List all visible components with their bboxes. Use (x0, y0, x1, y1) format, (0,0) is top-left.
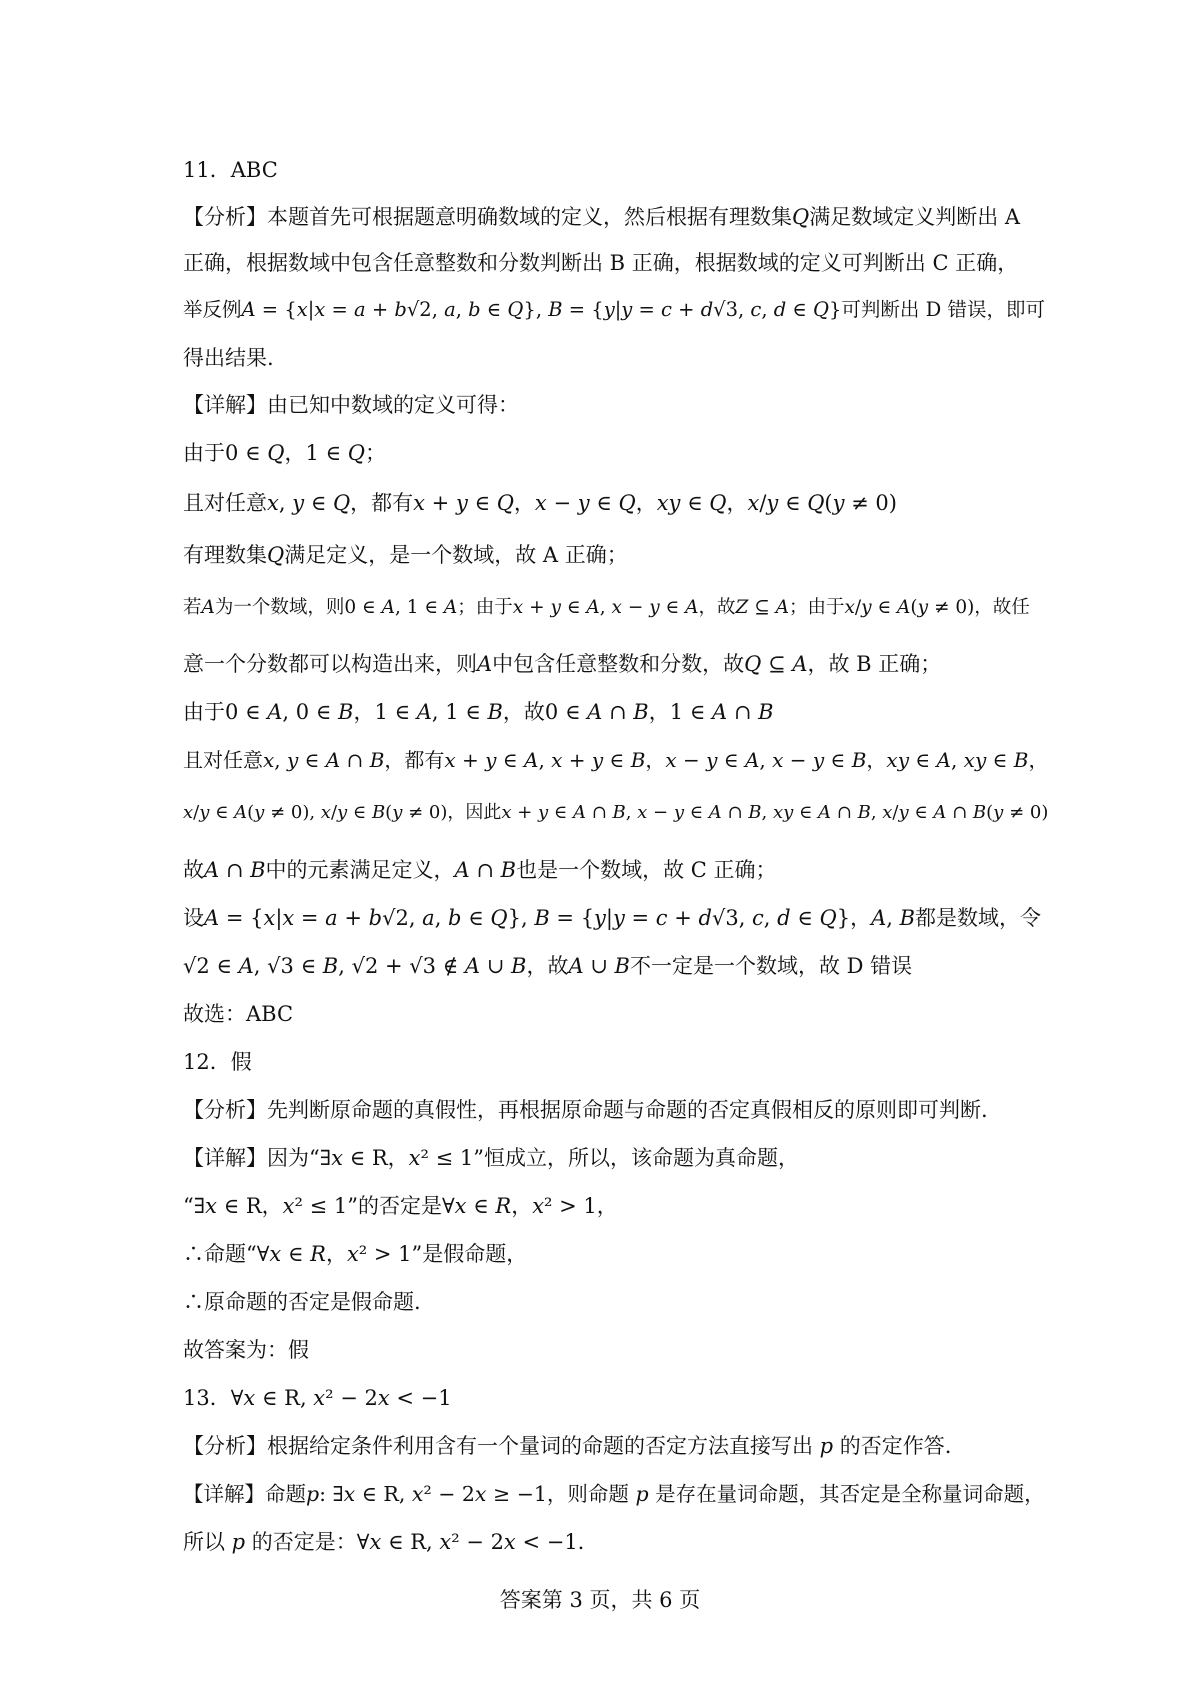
analysis-text: 举反例𝐴 = {𝑥|𝑥 = 𝑎 + 𝑏√2, 𝑎, 𝑏 ∈ 𝑄}, 𝐵 = {𝑦|𝑦 = 𝑐 + 𝑑√3, 𝑐, 𝑑 ∈ 𝑄}可判断出 D 错误，即可 (183, 298, 1045, 321)
detail-text: 故𝐴 ∩ 𝐵中的元素满足定义，𝐴 ∩ 𝐵也是一个数域，故 C 正确； (183, 858, 777, 882)
detail-text: ∴原命题的否定是假命题. (183, 1290, 421, 1314)
answer-heading-11: 11．ABC (183, 158, 278, 182)
detail-text: 若𝐴为一个数域，则0 ∈ 𝐴, 1 ∈ 𝐴；由于𝑥 + 𝑦 ∈ 𝐴, 𝑥 − 𝑦 ∈ 𝐴，故𝑍 ⊆ 𝐴；由于𝑥/𝑦 ∈ 𝐴(𝑦 ≠ 0)，故任 (183, 597, 1030, 618)
detail-text: 且对任意𝑥, 𝑦 ∈ 𝑄，都有𝑥 + 𝑦 ∈ 𝑄，𝑥 − 𝑦 ∈ 𝑄，𝑥𝑦 ∈ 𝑄，𝑥/𝑦 ∈ 𝑄(𝑦 ≠ 0) (183, 491, 897, 515)
detail-text: 有理数集𝑄满足定义，是一个数域，故 A 正确； (183, 543, 628, 567)
detail-text: 【详解】由已知中数域的定义可得： (183, 393, 519, 417)
answer-conclusion: 故选：ABC (183, 1002, 294, 1026)
analysis-text: 【分析】先判断原命题的真假性，再根据原命题与命题的否定真假相反的原则即可判断. (183, 1098, 988, 1122)
detail-text: “∃𝑥 ∈ R，𝑥² ≤ 1”的否定是∀𝑥 ∈ 𝑅，𝑥² > 1， (183, 1194, 618, 1218)
analysis-text: 得出结果. (183, 346, 274, 370)
detail-text: 意一个分数都可以构造出来，则𝐴中包含任意整数和分数，故𝑄 ⊆ 𝐴，故 B 正确； (183, 652, 942, 676)
detail-text: 设𝐴 = {𝑥|𝑥 = 𝑎 + 𝑏√2, 𝑎, 𝑏 ∈ 𝑄}, 𝐵 = {𝑦|𝑦 = 𝑐 + 𝑑√3, 𝑐, 𝑑 ∈ 𝑄}，𝐴, 𝐵都是数域，令 (183, 906, 1042, 930)
detail-text: 由于0 ∈ 𝐴, 0 ∈ 𝐵，1 ∈ 𝐴, 1 ∈ 𝐵，故0 ∈ 𝐴 ∩ 𝐵，1 ∈ 𝐴 ∩ 𝐵 (183, 700, 774, 724)
detail-text: 【详解】命题𝑝: ∃𝑥 ∈ R, 𝑥² − 2𝑥 ≥ −1，则命题 𝑝 是存在量词命题，其否定是全称量词命题， (183, 1482, 1045, 1506)
analysis-text: 【分析】根据给定条件利用含有一个量词的命题的否定方法直接写出 𝑝 的否定作答. (183, 1434, 952, 1458)
detail-text: 所以 𝑝 的否定是：∀𝑥 ∈ R, 𝑥² − 2𝑥 < −1. (183, 1530, 585, 1554)
detail-text: 且对任意𝑥, 𝑦 ∈ 𝐴 ∩ 𝐵，都有𝑥 + 𝑦 ∈ 𝐴, 𝑥 + 𝑦 ∈ 𝐵，𝑥 − 𝑦 ∈ 𝐴, 𝑥 − 𝑦 ∈ 𝐵，𝑥𝑦 ∈ 𝐴, 𝑥𝑦 ∈ 𝐵， (183, 748, 1049, 772)
detail-text: 𝑥/𝑦 ∈ 𝐴(𝑦 ≠ 0), 𝑥/𝑦 ∈ 𝐵(𝑦 ≠ 0)，因此𝑥 + 𝑦 ∈ 𝐴 ∩ 𝐵, 𝑥 − 𝑦 ∈ 𝐴 ∩ 𝐵, 𝑥𝑦 ∈ 𝐴 ∩ 𝐵, 𝑥/𝑦 ∈ 𝐴 ∩ 𝐵(𝑦 ≠ 0) (183, 802, 1049, 823)
detail-text: 【详解】因为“∃𝑥 ∈ R，𝑥² ≤ 1”恒成立，所以，该命题为真命题， (183, 1146, 799, 1170)
analysis-text: 【分析】本题首先可根据题意明确数域的定义，然后根据有理数集𝑄满足数域定义判断出 A (183, 205, 1021, 229)
detail-text: ∴命题“∀𝑥 ∈ 𝑅，𝑥² > 1”是假命题， (183, 1242, 528, 1266)
answer-conclusion: 故答案为：假 (183, 1338, 309, 1362)
page-footer: 答案第 3 页，共 6 页 (499, 1588, 701, 1612)
answer-heading-13: 13．∀𝑥 ∈ R, 𝑥² − 2𝑥 < −1 (183, 1386, 452, 1410)
analysis-text: 正确，根据数域中包含任意整数和分数判断出 B 正确，根据数域的定义可判断出 C 正确， (183, 251, 1019, 275)
detail-text: √2 ∈ 𝐴, √3 ∈ 𝐵, √2 + √3 ∉ 𝐴 ∪ 𝐵，故𝐴 ∪ 𝐵不一定是一个数域，故 D 错误 (183, 954, 913, 978)
detail-text: 由于0 ∈ 𝑄，1 ∈ 𝑄； (183, 441, 386, 465)
answer-heading-12: 12．假 (183, 1050, 252, 1074)
